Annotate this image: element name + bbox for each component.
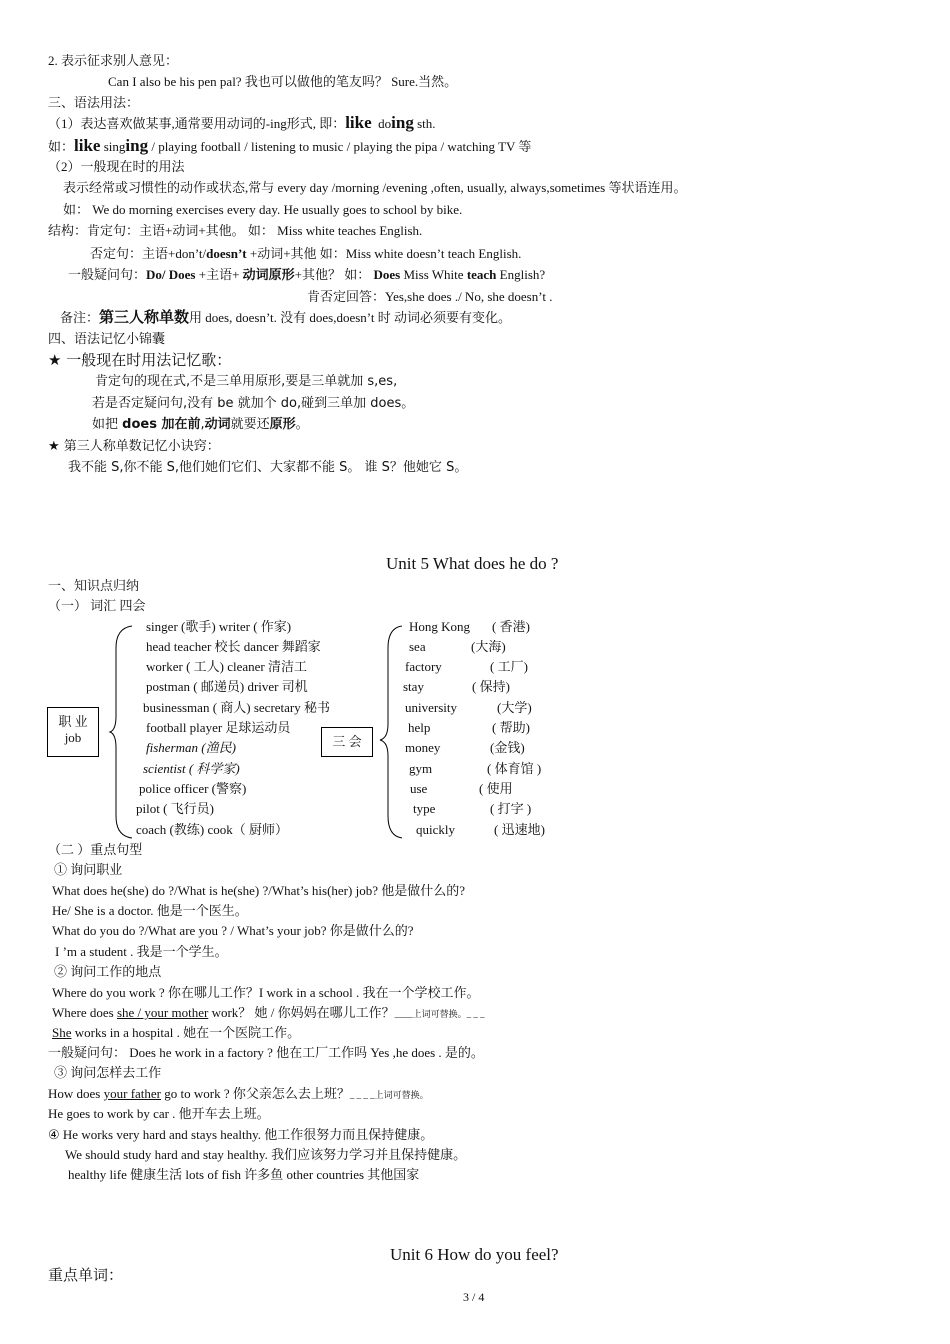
section3-heading: 三、语法用法：	[48, 95, 140, 110]
word-en: gym	[409, 761, 433, 776]
unit5-section1: 一、知识点归纳	[48, 578, 140, 593]
word-en: Hong Kong	[409, 619, 471, 634]
poem-line3-b: does 加在前	[122, 417, 201, 432]
unit5-title: Unit 5 What does he do ?	[386, 554, 559, 573]
s4-line1: ④ He works very hard and stays healthy. 他工作很努力而且保持健康。	[48, 1127, 434, 1142]
s2-line2-note: ____上词可替换。_ _ _	[394, 1009, 485, 1019]
s4-line2: We should study hard and stay healthy. 我们应该努力学习并且保持健康。	[65, 1147, 467, 1162]
s1-line4: I ’m a student . 我是一个学生。	[55, 944, 228, 959]
like-example-prefix: 如：	[48, 139, 75, 154]
like-example-rest: / playing football / listening to music / playing the pipa / watching TV 等	[148, 139, 532, 154]
s2-line2-b: work？ 她 / 你妈妈在哪儿工作？	[208, 1005, 395, 1020]
like-example-like: like	[74, 136, 101, 155]
job-row: singer (歌手) writer ( 作家)	[146, 619, 292, 634]
word-en: quickly	[416, 822, 455, 837]
struct-negative-b: +动词+其他 如：Miss white doesn’t teach English.	[246, 246, 522, 261]
word-zh: ( 使用	[479, 781, 513, 796]
unit6-key-words: 重点单词：	[48, 1268, 124, 1284]
like-do: do	[378, 116, 392, 131]
job-row: head teacher 校长 dancer 舞蹈家	[146, 639, 321, 654]
poem-line3	[92, 416, 309, 434]
word-en: factory	[405, 659, 442, 674]
like-ing: ing	[391, 113, 414, 132]
job-row: coach (教练) cook（ 厨师）	[136, 822, 288, 837]
struct-question-b: +主语+	[195, 267, 243, 282]
job-box-zh: 职 业	[58, 714, 88, 729]
struct-question-dodoes: Do/ Does	[146, 267, 196, 282]
job-row: football player 足球运动员	[146, 720, 291, 735]
struct-question-d: Miss White	[400, 267, 467, 282]
s2-line2-a: Where does	[52, 1005, 117, 1020]
struct-positive: 结构：肯定句：主语+动词+其他。 如： Miss white teaches English.	[48, 223, 423, 238]
struct-negative-a: 否定句：主语+don’t/	[90, 246, 207, 261]
job-box-en: job	[64, 730, 82, 745]
s4-line3: healthy life 健康生活 lots of fish 许多鱼 other countries 其他国家	[68, 1167, 420, 1182]
word-en: stay	[403, 679, 424, 694]
job-row: worker ( 工人) cleaner 清洁工	[146, 659, 307, 674]
job-row: pilot ( 飞行员)	[136, 801, 214, 816]
s3-line1-underlined: your father	[103, 1086, 161, 1101]
job-row: businessman ( 商人) secretary 秘书	[143, 700, 331, 715]
poem-title: ★ 一般现在时用法记忆歌：	[48, 351, 232, 369]
word-zh: ( 迅速地)	[494, 822, 545, 837]
s2-line1: Where do you work ? 你在哪儿工作？I work in a school . 我在一个学校工作。	[52, 985, 480, 1000]
present-example: 如： We do morning exercises every day. He usually goes to school by bike.	[63, 202, 463, 217]
word-zh: (金钱)	[490, 740, 525, 755]
s2-line2-underlined: she / your mother	[116, 1005, 209, 1020]
note	[60, 308, 511, 327]
word-zh: ( 保持)	[472, 679, 510, 694]
unit5-vocab-heading: （一） 词汇 四会	[48, 598, 146, 613]
s1-line1: What does he(she) do ?/What is he(she) ?/What’s his(her) job? 他是做什么的?	[52, 883, 465, 898]
word-en: money	[405, 740, 441, 755]
job-row: fisherman (渔民)	[146, 740, 236, 755]
like-example	[48, 137, 531, 156]
job-row: postman ( 邮递员) driver 司机	[146, 679, 308, 694]
s3-heading: ③ 询问怎样去工作	[54, 1065, 162, 1080]
like-sth: sth.	[413, 116, 436, 131]
s2-line3-b: works in a hospital . 她在一个医院工作。	[71, 1025, 301, 1040]
like-rule	[48, 114, 436, 133]
word-zh: ( 打字 )	[490, 801, 532, 816]
tip-title: ★ 第三人称单数记忆小诀窍：	[48, 439, 220, 454]
like-example-ing: ing	[125, 136, 149, 155]
like-word: like	[345, 113, 372, 132]
word-zh: (大海)	[471, 639, 506, 654]
word-en: help	[408, 720, 431, 735]
s3-line1-b: go to work ? 你父亲怎么去上班？	[161, 1086, 350, 1101]
s2-line3-underlined: She	[52, 1025, 72, 1040]
struct-question-does: Does	[373, 267, 401, 282]
note-bold: 第三人称单数	[99, 308, 190, 326]
job-box	[47, 707, 99, 757]
struct-question-teach: teach	[466, 267, 497, 282]
s2-line2	[52, 1004, 485, 1023]
item2-example: Can I also be his pen pal? 我也可以做他的笔友吗？ Sure.当然。	[108, 74, 458, 89]
poem-line3-c: ,	[200, 417, 205, 432]
page-number: 3 / 4	[463, 1290, 485, 1304]
present-desc: 表示经常或习惯性的动作或状态,常与 every day /morning /evening ,often, usually, always,sometimes 等状语连用。	[63, 180, 687, 195]
s1-line2: He/ She is a doctor. 他是一个医生。	[52, 903, 248, 918]
word-en: university	[405, 700, 457, 715]
poem-line3-e: 就要还	[230, 417, 270, 432]
note-a: 备注：	[60, 310, 100, 325]
word-en: use	[410, 781, 428, 796]
struct-question-base: 动词原形	[242, 267, 295, 282]
poem-line3-d: 动词	[204, 417, 231, 432]
like-example-sing: sing	[100, 139, 126, 154]
word-zh: ( 体育馆 )	[487, 761, 542, 776]
struct-answer: 肯否定回答：Yes,she does ./ No, she doesn’t .	[307, 289, 553, 304]
struct-question-c: +其他？ 如：	[294, 267, 374, 282]
s1-line3: What do you do ?/What are you ? / What’s your job? 你是做什么的?	[52, 923, 414, 938]
unit5-patterns-heading: （二 ）重点句型	[48, 842, 143, 857]
right-brace	[380, 624, 406, 840]
section4-heading: 四、语法记忆小锦囊	[48, 331, 166, 346]
poem-line1: 肯定句的现在式,不是三单用原形,要是三单就加 s,es,	[95, 374, 398, 389]
job-row: scientist ( 科学家)	[143, 761, 240, 776]
poem-line3-g: 。	[295, 417, 309, 432]
word-en: sea	[409, 639, 426, 654]
struct-negative	[90, 245, 521, 263]
item2-heading: 2. 表示征求别人意见：	[48, 53, 179, 68]
left-brace	[110, 624, 136, 840]
tip-line: 我不能 S,你不能 S,他们她们它们、大家都不能 S。 谁 S？他她它 S。	[68, 460, 468, 475]
s3-line1-a: How does	[48, 1086, 104, 1101]
word-zh: ( 工厂)	[490, 659, 528, 674]
word-zh: (大学)	[497, 700, 532, 715]
struct-question-a: 一般疑问句：	[68, 267, 147, 282]
unit6-title: Unit 6 How do you feel?	[390, 1245, 559, 1264]
s3-line2: He goes to work by car . 他开车去上班。	[48, 1106, 270, 1121]
word-zh: ( 帮助)	[492, 720, 530, 735]
poem-line3-a: 如把	[92, 417, 123, 432]
poem-line2: 若是否定疑问句,没有 be 就加个 do,碰到三单加 does。	[92, 396, 415, 411]
job-row: police officer (警察)	[139, 781, 247, 796]
present-heading: （2）一般现在时的用法	[48, 159, 185, 174]
s2-heading: ② 询问工作的地点	[54, 964, 162, 979]
s3-line1	[48, 1085, 429, 1104]
s2-line3	[52, 1024, 300, 1042]
word-zh: ( 香港)	[492, 619, 530, 634]
three-box: 三 会	[321, 727, 373, 757]
s1-heading: ① 询问职业	[54, 862, 123, 877]
struct-question-e: English?	[496, 267, 546, 282]
note-b: 用 does, doesn’t. 没有 does,doesn’t 时 动词必须要有变化。	[189, 310, 512, 325]
s3-line1-note: _ _ _ _上词可替换。	[349, 1090, 429, 1100]
word-en: type	[413, 801, 436, 816]
poem-line3-f: 原形	[269, 417, 296, 432]
like-rule-text: （1）表达喜欢做某事,通常要用动词的-ing形式, 即：	[48, 116, 346, 131]
s2-line4: 一般疑问句： Does he work in a factory ? 他在工厂工作吗 Yes ,he does . 是的。	[48, 1045, 484, 1060]
struct-negative-doesnt: doesn’t	[206, 246, 247, 261]
struct-question	[68, 266, 545, 284]
